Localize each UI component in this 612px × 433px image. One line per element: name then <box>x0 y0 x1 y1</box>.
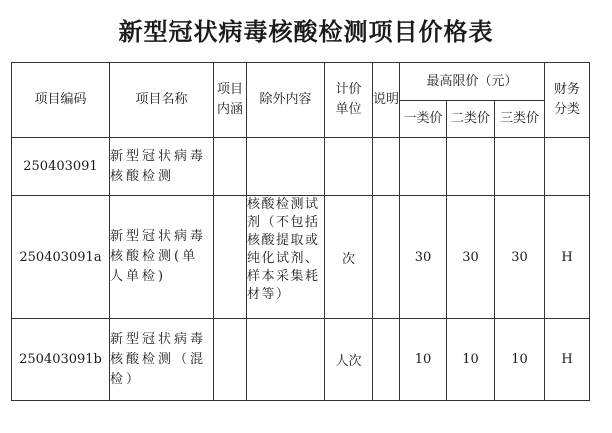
header-name: 项目名称 <box>110 63 214 138</box>
cell-connotation <box>214 138 247 196</box>
cell-class2: 30 <box>447 196 495 319</box>
cell-class3: 10 <box>495 319 545 401</box>
header-finance-label: 财务分类 <box>553 82 580 117</box>
cell-connotation <box>214 196 247 319</box>
document-title: 新型冠状病毒核酸检测项目价格表 <box>118 18 494 46</box>
table-row <box>12 196 590 319</box>
table-row <box>12 138 590 196</box>
header-unit <box>325 63 373 138</box>
cell-note <box>373 196 400 319</box>
cell-class3 <box>495 138 545 196</box>
cell-class2: 10 <box>447 319 495 401</box>
header-class1: 一类价 <box>400 101 447 138</box>
cell-finance <box>545 138 590 196</box>
cell-name: 新型冠状病毒核酸检测(单人单检) <box>110 196 214 319</box>
cell-class3: 30 <box>495 196 545 319</box>
cell-finance: H <box>545 319 590 401</box>
cell-exclusions: 核酸检测试剂（不包括核酸提取或纯化试剂、样本采集耗材等） <box>247 196 325 319</box>
cell-exclusions <box>247 138 325 196</box>
header-class3: 三类价 <box>495 101 545 138</box>
cell-note <box>373 319 400 401</box>
cell-code: 250403091a <box>12 196 110 319</box>
cell-class1: 10 <box>400 319 447 401</box>
cell-note <box>373 138 400 196</box>
header-class2: 二类价 <box>447 101 495 138</box>
cell-class2 <box>447 138 495 196</box>
cell-unit: 人次 <box>325 319 373 401</box>
header-connotation-label: 项目内涵 <box>216 82 243 117</box>
header-code: 项目编码 <box>12 63 110 138</box>
header-unit-label: 计价单位 <box>335 82 362 117</box>
cell-code: 250403091 <box>12 138 110 196</box>
cell-class1: 30 <box>400 196 447 319</box>
cell-unit <box>325 138 373 196</box>
price-table <box>11 62 590 401</box>
cell-connotation <box>214 319 247 401</box>
cell-finance: H <box>545 196 590 319</box>
header-finance <box>545 63 590 138</box>
cell-exclusions <box>247 319 325 401</box>
header-exclusions: 除外内容 <box>247 63 325 138</box>
header-note: 说明 <box>373 63 400 138</box>
cell-code: 250403091b <box>12 319 110 401</box>
cell-unit: 次 <box>325 196 373 319</box>
cell-name: 新型冠状病毒核酸检测（混检） <box>110 319 214 401</box>
table-row <box>12 319 590 401</box>
header-max-price: 最高限价（元） <box>400 63 545 101</box>
header-connotation <box>214 63 247 138</box>
cell-name: 新型冠状病毒核酸检测 <box>110 138 214 196</box>
cell-class1 <box>400 138 447 196</box>
